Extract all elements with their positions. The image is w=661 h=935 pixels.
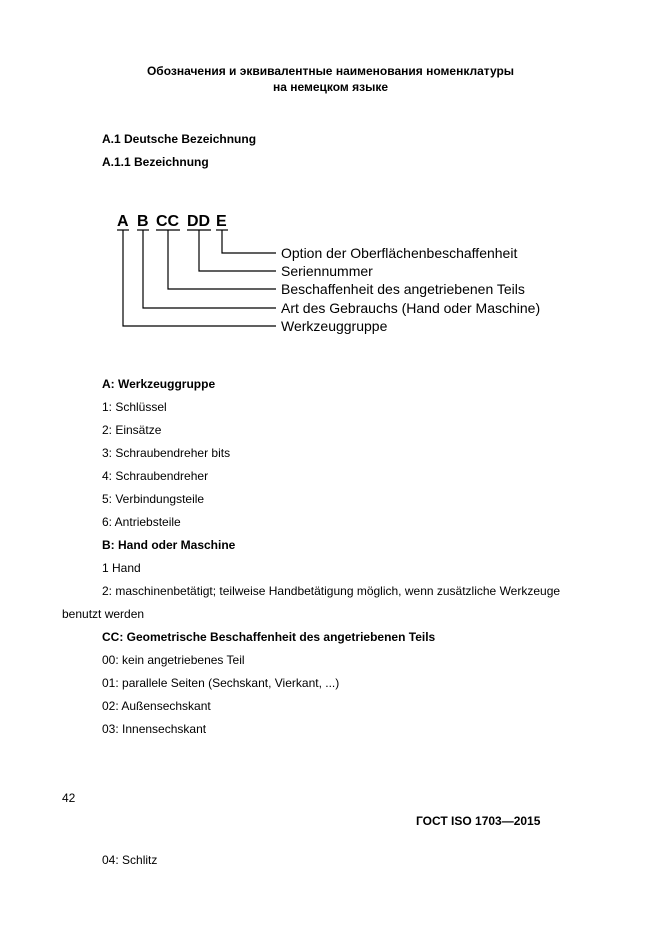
group-b-item: 1 Hand [102, 561, 141, 575]
label-surface-option: Option der Oberflächenbeschaffenheit [281, 245, 518, 261]
code-dd: DD [187, 213, 211, 230]
group-a-item: 3: Schraubendreher bits [102, 446, 231, 460]
group-cc-item: 04: Schlitz [102, 853, 158, 867]
group-b-item: 2: maschinenbetätigt; teilweise Handbetätigung möglich, wenn zusätzliche Werkzeuge [102, 584, 561, 598]
group-cc-item: 03: Innensechskant [102, 722, 207, 736]
label-usage-type: Art des Gebrauchs (Hand oder Maschine) [281, 300, 541, 316]
section-heading-a11: A.1.1 Bezeichnung [102, 155, 209, 169]
header-title-line1: Обозначения и эквивалентные наименования номенклатуры [146, 64, 515, 78]
group-a-item: 4: Schraubendreher [102, 469, 209, 483]
group-cc-item: 02: Außensechskant [102, 699, 211, 713]
group-cc-heading: CC: Geometrische Beschaffenheit des angetriebenen Teils [102, 630, 436, 644]
connector-b [143, 230, 276, 308]
header-title-line2: на немецком языке [272, 80, 389, 94]
group-cc-item: 00: kein angetriebenes Teil [102, 653, 245, 667]
group-a-item: 6: Antriebsteile [102, 515, 181, 529]
group-a-item: 1: Schlüssel [102, 400, 167, 414]
group-a-heading: A: Werkzeuggruppe [102, 377, 216, 391]
standard-designation: ГОСТ ISO 1703—2015 [416, 814, 541, 828]
label-tool-group: Werkzeuggruppe [281, 318, 388, 334]
group-b-heading: B: Hand oder Maschine [102, 538, 236, 552]
designation-diagram [110, 208, 580, 338]
group-cc-item: 01: parallele Seiten (Sechskant, Vierkant, ...) [102, 676, 340, 690]
group-a-item: 2: Einsätze [102, 423, 162, 437]
label-driven-part: Beschaffenheit des angetriebenen Teils [281, 281, 525, 297]
connector-e [222, 230, 276, 253]
code-b: B [137, 213, 149, 230]
connector-dd [199, 230, 276, 271]
code-a: A [117, 213, 129, 230]
label-serial-number: Seriennummer [281, 263, 373, 279]
section-heading-a1: A.1 Deutsche Bezeichnung [102, 132, 257, 146]
page-number: 42 [62, 791, 76, 805]
group-a-item: 5: Verbindungsteile [102, 492, 205, 506]
code-cc: CC [156, 213, 180, 230]
code-e: E [216, 213, 227, 230]
group-b-item-continuation: benutzt werden [62, 607, 145, 621]
